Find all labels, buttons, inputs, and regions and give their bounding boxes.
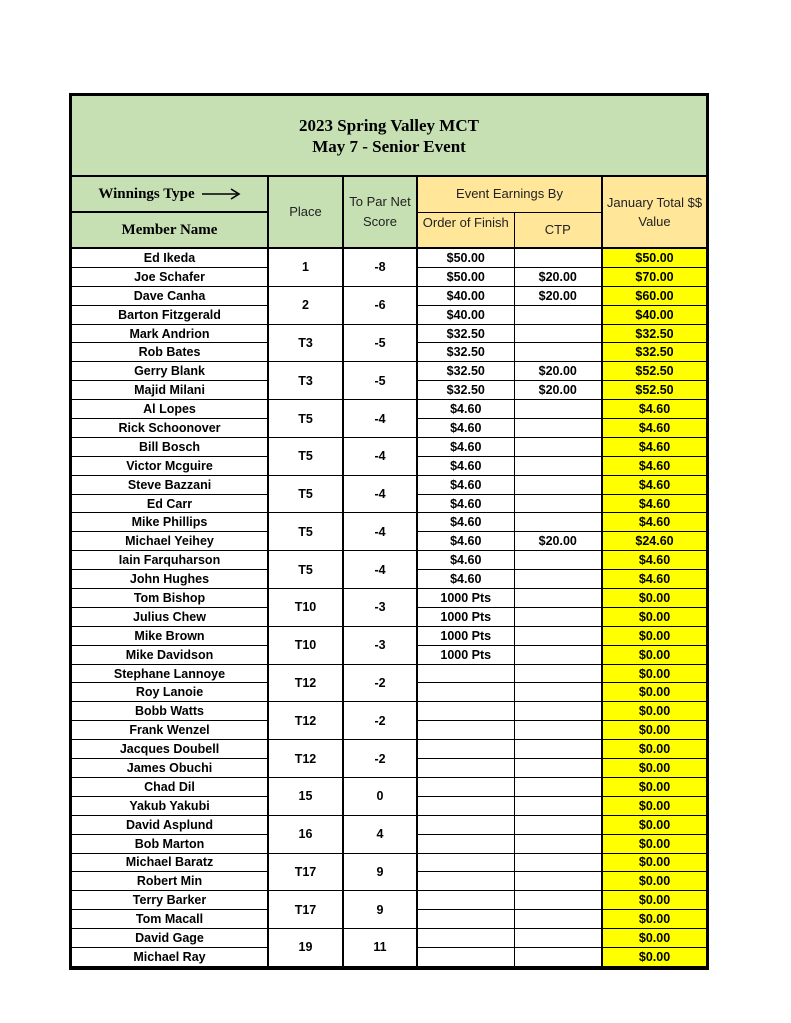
place-cell: T5 <box>268 551 343 589</box>
january-total-cell: $0.00 <box>602 740 706 759</box>
ctp-cell <box>514 607 602 626</box>
table-row <box>72 551 706 570</box>
score-cell: -5 <box>343 324 417 362</box>
january-total-cell: $50.00 <box>602 248 706 267</box>
january-total-cell: $4.60 <box>602 551 706 570</box>
score-cell: -4 <box>343 551 417 589</box>
table-row <box>72 513 706 532</box>
january-total-cell: $0.00 <box>602 777 706 796</box>
place-cell: T10 <box>268 626 343 664</box>
january-total-cell: $52.50 <box>602 381 706 400</box>
member-name-header: Member Name <box>72 212 268 248</box>
ctp-cell <box>514 626 602 645</box>
january-total-cell: $0.00 <box>602 834 706 853</box>
score-cell: -5 <box>343 362 417 400</box>
january-total-cell: $70.00 <box>602 267 706 286</box>
january-total-cell: $0.00 <box>602 683 706 702</box>
january-total-cell: $0.00 <box>602 645 706 664</box>
january-total-cell: $0.00 <box>602 721 706 740</box>
order-of-finish-cell <box>417 759 514 778</box>
january-total-cell: $4.60 <box>602 456 706 475</box>
ctp-cell <box>514 645 602 664</box>
order-of-finish-cell <box>417 702 514 721</box>
score-cell: -2 <box>343 664 417 702</box>
january-total-cell: $0.00 <box>602 947 706 966</box>
order-of-finish-cell: $32.50 <box>417 343 514 362</box>
january-total-cell: $0.00 <box>602 759 706 778</box>
order-of-finish-cell <box>417 947 514 966</box>
member-name: Mike Brown <box>72 626 268 645</box>
ctp-cell: $20.00 <box>514 286 602 305</box>
ctp-cell <box>514 664 602 683</box>
score-cell: -4 <box>343 400 417 438</box>
member-name: Mark Andrion <box>72 324 268 343</box>
table-row <box>72 437 706 456</box>
ctp-cell <box>514 437 602 456</box>
january-total-cell: $60.00 <box>602 286 706 305</box>
score-cell: -4 <box>343 475 417 513</box>
ctp-cell <box>514 570 602 589</box>
january-total-cell: $0.00 <box>602 796 706 815</box>
score-cell: -8 <box>343 248 417 286</box>
member-name: Ed Ikeda <box>72 248 268 267</box>
member-name: Jacques Doubell <box>72 740 268 759</box>
january-total-cell: $40.00 <box>602 305 706 324</box>
ctp-cell <box>514 815 602 834</box>
order-of-finish-cell: $4.60 <box>417 419 514 438</box>
order-of-finish-cell: 1000 Pts <box>417 626 514 645</box>
table-row <box>72 853 706 872</box>
order-of-finish-cell: 1000 Pts <box>417 589 514 608</box>
place-cell: T12 <box>268 664 343 702</box>
january-total-cell: $4.60 <box>602 570 706 589</box>
ctp-cell <box>514 456 602 475</box>
member-name: Tom Macall <box>72 910 268 929</box>
member-name: Barton Fitzgerald <box>72 305 268 324</box>
ctp-cell <box>514 910 602 929</box>
order-of-finish-cell <box>417 721 514 740</box>
score-cell: 9 <box>343 891 417 929</box>
ctp-header: CTP <box>514 212 602 248</box>
ctp-cell <box>514 305 602 324</box>
ctp-cell <box>514 702 602 721</box>
score-cell: 0 <box>343 777 417 815</box>
member-name: Chad Dil <box>72 777 268 796</box>
event-subtitle: May 7 - Senior Event <box>312 136 466 156</box>
table-row <box>72 702 706 721</box>
member-name: Joe Schafer <box>72 267 268 286</box>
member-name: Michael Baratz <box>72 853 268 872</box>
order-of-finish-cell: $32.50 <box>417 362 514 381</box>
ctp-cell <box>514 777 602 796</box>
results-sheet <box>69 93 709 970</box>
order-of-finish-cell <box>417 777 514 796</box>
place-cell: T17 <box>268 891 343 929</box>
ctp-cell <box>514 853 602 872</box>
order-of-finish-cell: 1000 Pts <box>417 607 514 626</box>
order-of-finish-cell <box>417 815 514 834</box>
january-total-cell: $0.00 <box>602 664 706 683</box>
score-cell: -2 <box>343 702 417 740</box>
results-table <box>72 177 706 967</box>
order-of-finish-cell <box>417 796 514 815</box>
member-name: Ed Carr <box>72 494 268 513</box>
january-total-cell: $32.50 <box>602 324 706 343</box>
place-cell: 19 <box>268 929 343 967</box>
score-cell: 11 <box>343 929 417 967</box>
member-name: Robert Min <box>72 872 268 891</box>
table-row <box>72 400 706 419</box>
order-of-finish-cell: $4.60 <box>417 437 514 456</box>
january-total-cell: $4.60 <box>602 494 706 513</box>
member-name: Michael Ray <box>72 947 268 966</box>
ctp-cell <box>514 796 602 815</box>
order-of-finish-cell <box>417 834 514 853</box>
to-par-header: To Par Net Score <box>343 177 417 248</box>
member-name: Victor Mcguire <box>72 456 268 475</box>
ctp-cell: $20.00 <box>514 267 602 286</box>
place-cell: 2 <box>268 286 343 324</box>
january-total-cell: $4.60 <box>602 400 706 419</box>
score-cell: -6 <box>343 286 417 324</box>
title-block <box>72 96 706 177</box>
table-row <box>72 248 706 267</box>
ctp-cell: $20.00 <box>514 362 602 381</box>
place-cell: 15 <box>268 777 343 815</box>
ctp-cell <box>514 513 602 532</box>
member-name: Majid Milani <box>72 381 268 400</box>
member-name: David Gage <box>72 929 268 948</box>
score-cell: 9 <box>343 853 417 891</box>
member-name: Bobb Watts <box>72 702 268 721</box>
ctp-cell <box>514 947 602 966</box>
table-row <box>72 324 706 343</box>
january-total-cell: $0.00 <box>602 815 706 834</box>
place-cell: T3 <box>268 362 343 400</box>
january-total-cell: $4.60 <box>602 475 706 494</box>
order-of-finish-cell: $40.00 <box>417 286 514 305</box>
january-total-cell: $0.00 <box>602 589 706 608</box>
ctp-cell <box>514 343 602 362</box>
member-name: Michael Yeihey <box>72 532 268 551</box>
member-name: Mike Davidson <box>72 645 268 664</box>
member-name: Al Lopes <box>72 400 268 419</box>
order-of-finish-cell <box>417 910 514 929</box>
january-total-cell: $4.60 <box>602 419 706 438</box>
table-row <box>72 589 706 608</box>
ctp-cell <box>514 759 602 778</box>
member-name: Terry Barker <box>72 891 268 910</box>
place-cell: T5 <box>268 437 343 475</box>
place-cell: 1 <box>268 248 343 286</box>
event-title: 2023 Spring Valley MCT <box>299 115 479 135</box>
place-cell: T5 <box>268 400 343 438</box>
order-of-finish-cell: $4.60 <box>417 551 514 570</box>
arrow-right-icon <box>201 188 241 200</box>
place-header: Place <box>268 177 343 248</box>
ctp-cell <box>514 400 602 419</box>
ctp-cell: $20.00 <box>514 381 602 400</box>
january-total-cell: $0.00 <box>602 872 706 891</box>
order-of-finish-cell: $50.00 <box>417 267 514 286</box>
january-total-cell: $32.50 <box>602 343 706 362</box>
order-of-finish-cell: $4.60 <box>417 400 514 419</box>
member-name: James Obuchi <box>72 759 268 778</box>
winnings-type-label: Winnings Type <box>98 185 195 202</box>
order-of-finish-cell <box>417 740 514 759</box>
place-cell: T12 <box>268 740 343 778</box>
table-row <box>72 664 706 683</box>
member-name: Stephane Lannoye <box>72 664 268 683</box>
order-of-finish-cell: 1000 Pts <box>417 645 514 664</box>
table-row <box>72 362 706 381</box>
event-earnings-header: Event Earnings By <box>417 177 602 212</box>
member-name: Frank Wenzel <box>72 721 268 740</box>
member-name: John Hughes <box>72 570 268 589</box>
table-row <box>72 740 706 759</box>
ctp-cell <box>514 551 602 570</box>
member-name: Julius Chew <box>72 607 268 626</box>
member-name: Mike Phillips <box>72 513 268 532</box>
order-of-finish-cell <box>417 891 514 910</box>
table-row <box>72 286 706 305</box>
table-row <box>72 777 706 796</box>
order-of-finish-cell: $50.00 <box>417 248 514 267</box>
ctp-cell <box>514 740 602 759</box>
order-of-finish-cell <box>417 872 514 891</box>
order-of-finish-cell: $4.60 <box>417 513 514 532</box>
order-of-finish-cell: $4.60 <box>417 570 514 589</box>
ctp-cell <box>514 929 602 948</box>
order-of-finish-cell: $4.60 <box>417 532 514 551</box>
ctp-cell <box>514 872 602 891</box>
ctp-cell: $20.00 <box>514 532 602 551</box>
january-total-cell: $0.00 <box>602 702 706 721</box>
ctp-cell <box>514 324 602 343</box>
order-of-finish-cell: $32.50 <box>417 381 514 400</box>
january-total-cell: $0.00 <box>602 626 706 645</box>
january-total-cell: $0.00 <box>602 929 706 948</box>
place-cell: 16 <box>268 815 343 853</box>
score-cell: -4 <box>343 437 417 475</box>
january-total-cell: $4.60 <box>602 437 706 456</box>
order-of-finish-cell: $32.50 <box>417 324 514 343</box>
member-name: Rob Bates <box>72 343 268 362</box>
order-of-finish-cell: $4.60 <box>417 494 514 513</box>
january-total-cell: $24.60 <box>602 532 706 551</box>
january-total-header: January Total $$ Value <box>602 177 706 248</box>
order-of-finish-cell <box>417 683 514 702</box>
order-of-finish-cell: $4.60 <box>417 475 514 494</box>
january-total-cell: $52.50 <box>602 362 706 381</box>
results-body <box>72 248 706 966</box>
score-cell: -2 <box>343 740 417 778</box>
member-name: Roy Lanoie <box>72 683 268 702</box>
order-of-finish-cell: $40.00 <box>417 305 514 324</box>
order-of-finish-cell: $4.60 <box>417 456 514 475</box>
member-name: Dave Canha <box>72 286 268 305</box>
table-row <box>72 891 706 910</box>
january-total-cell: $0.00 <box>602 607 706 626</box>
january-total-cell: $0.00 <box>602 891 706 910</box>
score-cell: -3 <box>343 589 417 627</box>
ctp-cell <box>514 589 602 608</box>
ctp-cell <box>514 721 602 740</box>
table-row <box>72 815 706 834</box>
member-name: David Asplund <box>72 815 268 834</box>
table-row <box>72 929 706 948</box>
place-cell: T12 <box>268 702 343 740</box>
place-cell: T10 <box>268 589 343 627</box>
january-total-cell: $0.00 <box>602 853 706 872</box>
score-cell: -4 <box>343 513 417 551</box>
member-name: Tom Bishop <box>72 589 268 608</box>
member-name: Rick Schoonover <box>72 419 268 438</box>
order-of-finish-cell <box>417 929 514 948</box>
ctp-cell <box>514 494 602 513</box>
member-name: Gerry Blank <box>72 362 268 381</box>
ctp-cell <box>514 475 602 494</box>
place-cell: T3 <box>268 324 343 362</box>
ctp-cell <box>514 248 602 267</box>
place-cell: T5 <box>268 513 343 551</box>
order-of-finish-cell <box>417 853 514 872</box>
ctp-cell <box>514 834 602 853</box>
score-cell: 4 <box>343 815 417 853</box>
member-name: Steve Bazzani <box>72 475 268 494</box>
january-total-cell: $0.00 <box>602 910 706 929</box>
member-name: Bill Bosch <box>72 437 268 456</box>
member-name: Bob Marton <box>72 834 268 853</box>
winnings-type-header <box>72 177 268 212</box>
ctp-cell <box>514 683 602 702</box>
place-cell: T5 <box>268 475 343 513</box>
ctp-cell <box>514 891 602 910</box>
january-total-cell: $4.60 <box>602 513 706 532</box>
ctp-cell <box>514 419 602 438</box>
order-of-finish-header: Order of Finish <box>417 212 514 248</box>
member-name: Iain Farquharson <box>72 551 268 570</box>
table-row <box>72 626 706 645</box>
member-name: Yakub Yakubi <box>72 796 268 815</box>
score-cell: -3 <box>343 626 417 664</box>
table-row <box>72 475 706 494</box>
order-of-finish-cell <box>417 664 514 683</box>
place-cell: T17 <box>268 853 343 891</box>
